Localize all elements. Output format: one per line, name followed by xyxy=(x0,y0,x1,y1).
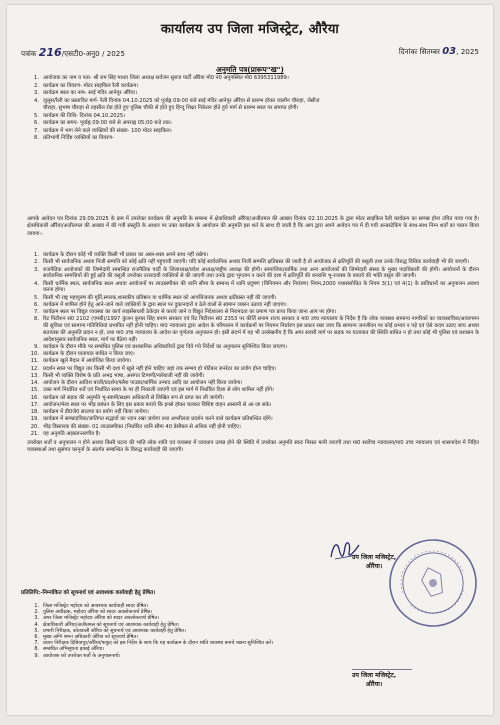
event-details-list xyxy=(27,75,479,143)
reference-prefix: पत्रांक xyxy=(21,49,37,58)
condition-item-number: 7. xyxy=(34,309,39,315)
detail-item xyxy=(27,90,479,98)
detail-item-text: आयोजक का नाम व पता- श्री राम सिंह माधव जिला अध्यक्ष सर्वजन सुराज पार्टी औरैया मो0 नं0 अनुपस्थित मो0 6395311989। xyxy=(43,75,289,81)
copy-item-text: प्रभारी निरीक्षक, कोतवाली औरैया को सूचनार्थ एवं आवश्यक कार्यवाही हेतु प्रेषित। xyxy=(43,627,186,634)
copy-item-number: 8. xyxy=(34,646,39,653)
condition-item xyxy=(27,402,479,409)
condition-item-text: प्रदर्शन स्थल पर विद्युत तार किसी भी दशा में खुले नहीं होने चाहिए जहां तक सम्भव हो पोर्टेबल जनरेटर का प्रयोग होना चाहिए। xyxy=(43,365,277,372)
detail-item-text: कार्यक्रम स्थल का नाम- साई मंदिर आनेपुर औरैया। xyxy=(43,90,137,97)
condition-item-number: 3. xyxy=(34,266,39,273)
condition-item-text: रिट पिटीशन सं0 2102 (एमबी)/1997 कुंजन कुमार सिंह बनाम सरकार एवं रिट पिटीशन सं0 2353 पर कीर्ति सनाम राज्य सरकार व मा0 उच्च न्यायालय के निर्देश है कि लोक व्यवस्था सामान्य नागरिकों का व्यावसायिक/आवागमन की सुविधा एवं सामान्य गतिविधियां प्रभावित नहीं होनी चाहिए। मा0 न्यायालय द्वारा आदेश के परिपालन में कार्यक्रमों पर नियमन निर्धारण इस प्रकार रखा जाय कि सामान्य जनजीवन पर कोई प्रभाव न पड़े एवं ऐसे कदम उठाए जाय अथवा सतायास की अनुमति प्रदान न हो, तथा मा0 उच्च न्यायालय के आदेश का पूर्णतया अनुपालन हो। इसी संदर्भ में यह भी उल्लेखनीय है कि अगर सवारी मार्ग पर सड़क पर यातायात की स्थिति बाधित न हो तथा कोई भी पुलिस एवं प्रशासन के आदेशानुसार सार्वजनिक स्थल, मार्ग पर बैठेगा नहीं। xyxy=(43,316,479,343)
condition-item xyxy=(27,380,479,387)
detail-item-text: कार्यक्रम की तिथि- दिनांक 04.10.2025। xyxy=(43,112,126,119)
detail-item xyxy=(27,135,479,143)
condition-item-text: किसी भी राष्ट्र महापुरुष की मूर्ति,स्मारक,शासकीय प्रतिष्ठान या धार्मिक स्थल को आपत्तिजनक अथवा क्षतिग्रस्त नहीं की जाएगी। xyxy=(43,294,277,301)
copy-item-number: 7. xyxy=(34,640,39,647)
copy-item-text: मुख्य अग्नि शमन अधिकारी औरैया को सूचनार्थ प्रेषित। xyxy=(43,634,139,641)
condition-item-number: 4. xyxy=(34,280,39,287)
copy-item-text: सम्बंधित अभिसूचना इकाई औरैया। xyxy=(43,646,105,653)
signature-title: उप जिला मजिस्ट्रेट, xyxy=(351,554,397,561)
detail-item-number: 6. xyxy=(34,120,39,127)
condition-item xyxy=(27,309,479,316)
copy-item-text: आयोजक को उपरोक्त शर्तों के अनुपालनार्थ। xyxy=(43,652,121,659)
condition-item xyxy=(27,281,479,295)
condition-item-text: किसी भी व्यक्ति विशेष के प्रति अभद्र भाषा, असंगत टिप्पणी/नारेबाजी नहीं की जायेगी। xyxy=(43,372,205,379)
signature-line xyxy=(352,669,412,670)
condition-item-text: कार्यक्रम में शामिल होने हेतु आने-जाने वाले व्यक्तियों के द्वारा स्थल पर दुकानदारों व ठेले वालों से सामान जबरन उठाया नहीं जाएगा। xyxy=(43,301,287,308)
condition-item xyxy=(27,252,479,259)
condition-item-text: कार्यक्रम को सड़क की अनुमति भू-स्वामी/सक्षम अधिकारी से लिखित रूप से प्राप्त कर ली जायेगी। xyxy=(43,394,224,401)
condition-item-number: 6. xyxy=(34,301,39,308)
condition-item-number: 12. xyxy=(30,365,39,372)
condition-item-number: 9. xyxy=(34,343,39,350)
signature2-place: औरैया। xyxy=(365,681,383,688)
reference-suffix: /एसटी0-अनु0 / 2025 xyxy=(61,49,125,58)
detail-item-text: प्रतिभागी निर्दिष्ट व्यक्तियों का विवरण- xyxy=(43,135,114,142)
copy-item xyxy=(29,653,375,659)
copy-item-text: क्षेत्राधिकारी औरैया/अजीतमल को सूचनार्थ एवं आवश्यक कार्यवाही हेतु प्रेषित। xyxy=(43,621,179,628)
detail-item-number: 7. xyxy=(34,127,39,134)
condition-item xyxy=(27,387,479,394)
condition-item-number: 20. xyxy=(30,423,39,430)
condition-item xyxy=(27,344,479,351)
detail-item-text: चौराहा, सुभाष चौराहा से तहसील रोड होते हुए पुलिस चौकी से होते हुए हिन्दू शिक्षा निकेतन होते हुये मार्ग से प्रारम्भ स्थल पर समाप्त होगी। xyxy=(43,105,299,112)
condition-item xyxy=(27,366,479,373)
signature-place: औरैया। xyxy=(365,563,383,570)
condition-item-number: 11. xyxy=(30,358,39,365)
copy-item-number: 2. xyxy=(34,609,39,616)
signature-block-2 xyxy=(329,671,419,689)
condition-item-text: उक्त मार्ग निर्धारित शर्तें एवं निर्धारित समय के पर ही निकाली जाएगी एवं इस मार्ग में निर्धारित दिशा से लोग शामिल नहीं होंगे। xyxy=(43,387,274,394)
detail-item-number: 3. xyxy=(34,90,39,97)
condition-item xyxy=(27,316,479,343)
date-day: 03 xyxy=(442,46,457,57)
detail-item-text: कार्यक्रम का विवरण- मोटर साइकिल रैली कार्यक्रम। xyxy=(43,82,139,89)
condition-item-text: किसी धार्मिक स्थल, सार्वजनिक स्थल अथवा आयोजनों पर लाउडस्पीकर की ध्वनि सीमा के सम्बन्ध में ध्वनि प्रदूषण (विनियमन और नियंत्रण) नियम,2000 यथासंशोधित के नियम 3(1) एवं 4(1) के प्राविधानों का अनुपालन अवश्य करना होगा। xyxy=(43,280,479,294)
detail-item-number: 1. xyxy=(34,75,39,81)
official-seal xyxy=(375,525,491,641)
condition-item xyxy=(27,259,479,266)
copy-item-text: जिला मजिस्ट्रेट महोदय को आवश्यक कार्यवाही सादर प्रेषित। xyxy=(43,603,149,609)
copy-item-number: 6. xyxy=(34,634,39,641)
detail-item xyxy=(27,75,479,83)
document-page xyxy=(7,5,493,715)
copy-item-number: 1. xyxy=(34,603,39,609)
condition-item xyxy=(27,302,479,309)
condition-item-number: 8. xyxy=(34,316,39,323)
detail-item-text: कार्यक्रम का समय- पूर्वाह्न 09:00 बजे से अपराह्न 05:00 बजे तक। xyxy=(43,120,172,127)
condition-item-text: कार्यक्रम के दौरान यातायात बाधित न किया जाए। xyxy=(43,351,135,357)
condition-item xyxy=(27,431,479,438)
condition-item-number: 14. xyxy=(30,380,39,386)
reference-date xyxy=(399,46,479,57)
reference-row xyxy=(21,43,479,59)
copy-item-number: 5. xyxy=(34,627,39,634)
detail-item xyxy=(27,105,479,113)
closing-paragraph: उपरोक्त शर्तों व अनुपालन न होने अथवा किसी घटना की भांति लोक शांति एवं व्यवस्था में व्यवधान उत्पन्न होने की स्थिति में उपरोक्त अनुमति स्वतः निरस्त मानी जाएगी तथा मा0 सर्वोच्च न्यायालय/मा0 उच्च न्यायालय एवं शासनादेश में निहित व्यवस्थाओं तथा सुसंगत कानूनों के अंतर्गत सम्बन्धित के विरुद्ध कार्यवाही की जाएगी। xyxy=(27,440,479,454)
condition-item-text: भीड़ विस्तारक की संख्या- 01 लाउडस्पीकर (निर्धारित ध्वनि सीमा 40 डेसीबल से अधिक नहीं होनी चाहिए। xyxy=(43,423,241,430)
condition-item-text: आयोजन के दौरान आतिश बाजी/प्रदर्शन/फ्लैश पाउडर/धार्मिक उन्माद आदि का आयोजन नहीं किया जायेगा। xyxy=(43,380,243,386)
condition-item-text: आयोजन/मेला स्थल पर भीड़ प्रबंधन के लिए इस प्रकार बनाये कि इनसे होकर चलकर विशिष्ट वाहन आसानी से आ-जा सके। xyxy=(43,401,272,408)
detail-item-text: जुलूस/रैली का प्रस्तावित मार्ग- रैली दिनांक 04.10.2025 को पूर्वाह्न 09:00 बजे साई मंदिर आनेपुर औरैया से प्रारम्भ होकर जालौन चौराहा, जेसीज xyxy=(43,97,320,104)
copy-item-text: अपर जिला मजिस्ट्रेट महोदय औरैया को सादर अवलोकनार्थ प्रेषित। xyxy=(43,615,160,622)
condition-item-number: 13. xyxy=(30,372,39,379)
condition-item-text: यह अनुमति अहस्तान्तरणीय है। xyxy=(43,430,101,437)
condition-item xyxy=(27,373,479,380)
condition-item-number: 17. xyxy=(30,401,39,408)
condition-item xyxy=(27,295,479,302)
detail-item xyxy=(27,83,479,91)
office-title: कार्यालय उप जिला मजिस्ट्रेट, औरैया xyxy=(160,22,340,37)
condition-item xyxy=(27,267,479,281)
condition-item xyxy=(27,358,479,365)
copy-item-number: 4. xyxy=(34,621,39,628)
copy-item-text: प्रधान निरीक्षक दिबियापुर/औरैया/फफूंद को इस निर्देश के साथ कि यह कार्यक्रम के दौरान शांति व्यवस्था बनाये रखना सुनिश्चित करें। xyxy=(43,640,274,647)
condition-item-number: 10. xyxy=(30,351,39,357)
condition-item xyxy=(27,409,479,416)
condition-item-text: कार्यक्रम खुले मैदान में आयोजित किया जायेगा। xyxy=(43,358,132,365)
signature2-title: उप जिला मजिस्ट्रेट, xyxy=(351,672,397,679)
condition-item-number: 16. xyxy=(30,394,39,401)
reference-number xyxy=(21,46,125,59)
date-year: , 2025 xyxy=(456,47,479,56)
reference-handwritten-number: 216 xyxy=(38,46,62,59)
detail-item-number xyxy=(27,105,43,113)
condition-item-text: कार्यक्रम के दौरान मौके पर सम्बंधित पुलिस एवं प्रशासनिक अधिकारियों द्वारा दिये गये निर्देशों का अनुपालन सुनिश्चित किया जाएगा। xyxy=(43,343,287,350)
condition-item-text: कार्यक्रम स्थल पर विद्युत व्यवस्था का कार्य लाइसेंसधारी ठेकेदार से कराये जाने व विद्युत निदेशालय से निरापदता का प्रमाण पत्र प्राप्त किया जाना आप पर होगा। xyxy=(43,309,337,315)
condition-item xyxy=(27,424,479,431)
intro-paragraph: आपके आवेदन पत्र दिनांक 29.09.2025 के क्रम में उपरोक्त कार्यक्रम की अनुमति के सम्बन्ध में क्षेत्राधिकारी औरैया/अजीतमल की आख्या दिनांक 02.10.2025 के द्वारा मोटर साइकिल रैली कार्यक्रम का सम्पन्न होना उचित पाया गया है। क्षेत्राधिकारी औरैया/अजीतमल की आख्या में की गयी संस्तुति के आधार पर उक्त कार्यक्रम के आयोजन की अनुमति इस शर्त के साथ दी जाती है कि आप द्वारा अपने आवेदन पत्र में दी गयी अन्डरटेकिंग के साथ-साथ निम्न शर्तों का पालन किया जायगा:- xyxy=(27,216,479,237)
permit-title: अनुमति पत्र(प्रारूप"ख") xyxy=(216,65,284,74)
detail-item-number: 8. xyxy=(34,135,39,142)
copy-heading: प्रतिलिपि:-निम्नांकित को सूचनार्थ एवं आवश्यक कार्यवाही हेतु प्रेषित। xyxy=(21,590,156,596)
detail-item xyxy=(27,120,479,128)
condition-item-number: 19. xyxy=(30,416,39,423)
condition-item-text: कार्यक्रम में डी0जे0 साउण्ड का प्रयोग नहीं किया जायेगा। xyxy=(43,409,149,415)
condition-item-text: कार्यक्रम के दौरान कोई भी व्यक्ति किसी भी प्रकार का अस्त्र-शस्त्र अपने साथ नहीं रखेगा। xyxy=(43,252,209,258)
copy-recipients-list xyxy=(29,603,375,659)
condition-item-number: 18. xyxy=(30,409,39,415)
copy-item-number: 3. xyxy=(34,615,39,622)
conditions-list xyxy=(27,252,479,438)
detail-item-number: 5. xyxy=(34,112,39,119)
condition-item xyxy=(27,416,479,423)
condition-item-number: 2. xyxy=(34,259,39,266)
detail-item-number: 4. xyxy=(34,97,39,104)
condition-item xyxy=(27,351,479,358)
condition-item-number: 1. xyxy=(34,252,39,258)
condition-item xyxy=(27,395,479,402)
condition-item-number: 5. xyxy=(34,294,39,301)
date-label: दिनांकः सितम्बर xyxy=(398,47,440,56)
copy-item-number: 9. xyxy=(34,652,39,659)
condition-item-text: किसी भी सार्वजनिक अथवा निजी सम्पत्ति को कोई क्षति नहीं पहुंचायी जाएगी। यदि कोई सार्वजनिक अथवा निजी सम्पत्ति क्षतिग्रस्त की जाती है तो आयोजक से क्षतिपूर्ति की वसूली तथा उनके विरुद्ध विधिक कार्यवाही भी की जाएगी। xyxy=(43,259,469,266)
detail-item-number: 2. xyxy=(34,82,39,89)
detail-item-text: कार्यक्रम में भाग लेने वाले व्यक्तियों की संख्या- 100 मोटर साइकिल। xyxy=(43,127,172,134)
condition-item-text: कार्यक्रम में साम्प्रदायिक/जातिगत सद्भावों का ध्यान रखा जायेगा तथा अश्लीलता प्रदर्शन करने वाले कार्यक्रम प्रतिबन्धित रहेंगे। xyxy=(43,416,273,423)
condition-item-text: राजनैतिक आयोजकों की जिम्मेदारी सम्बन्धित राजनैतिक पार्टी के जिलाध्यक्ष/प्रदेश अध्यक्ष/राष्ट्रीय अध्यक्ष की होगी। सामाजिक/धार्मिक तथा अन्य आयोजकों की जिम्मेदारी संस्था के मुख्य पदाधिकारी की होगी। आयोजनों के दौरान सार्वजनिक सम्पत्तियों की हुई क्षति की वसूली उपरोक्त उत्तरदायी व्यक्तियों से की जाएगी तथा उनके द्वारा भुगतान न करने की दशा में क्षतिपूर्ति की धनराशि भू-राजस्व के बकाये की भांति वसूल की जाएगी। xyxy=(43,266,479,280)
copy-item-text: पुलिस अधीक्षक, महोदय औरैया को सादर अवलोकनार्थ प्रेषित। xyxy=(43,609,153,616)
condition-item-number: 21. xyxy=(30,430,39,437)
condition-item-number: 15. xyxy=(30,387,39,394)
